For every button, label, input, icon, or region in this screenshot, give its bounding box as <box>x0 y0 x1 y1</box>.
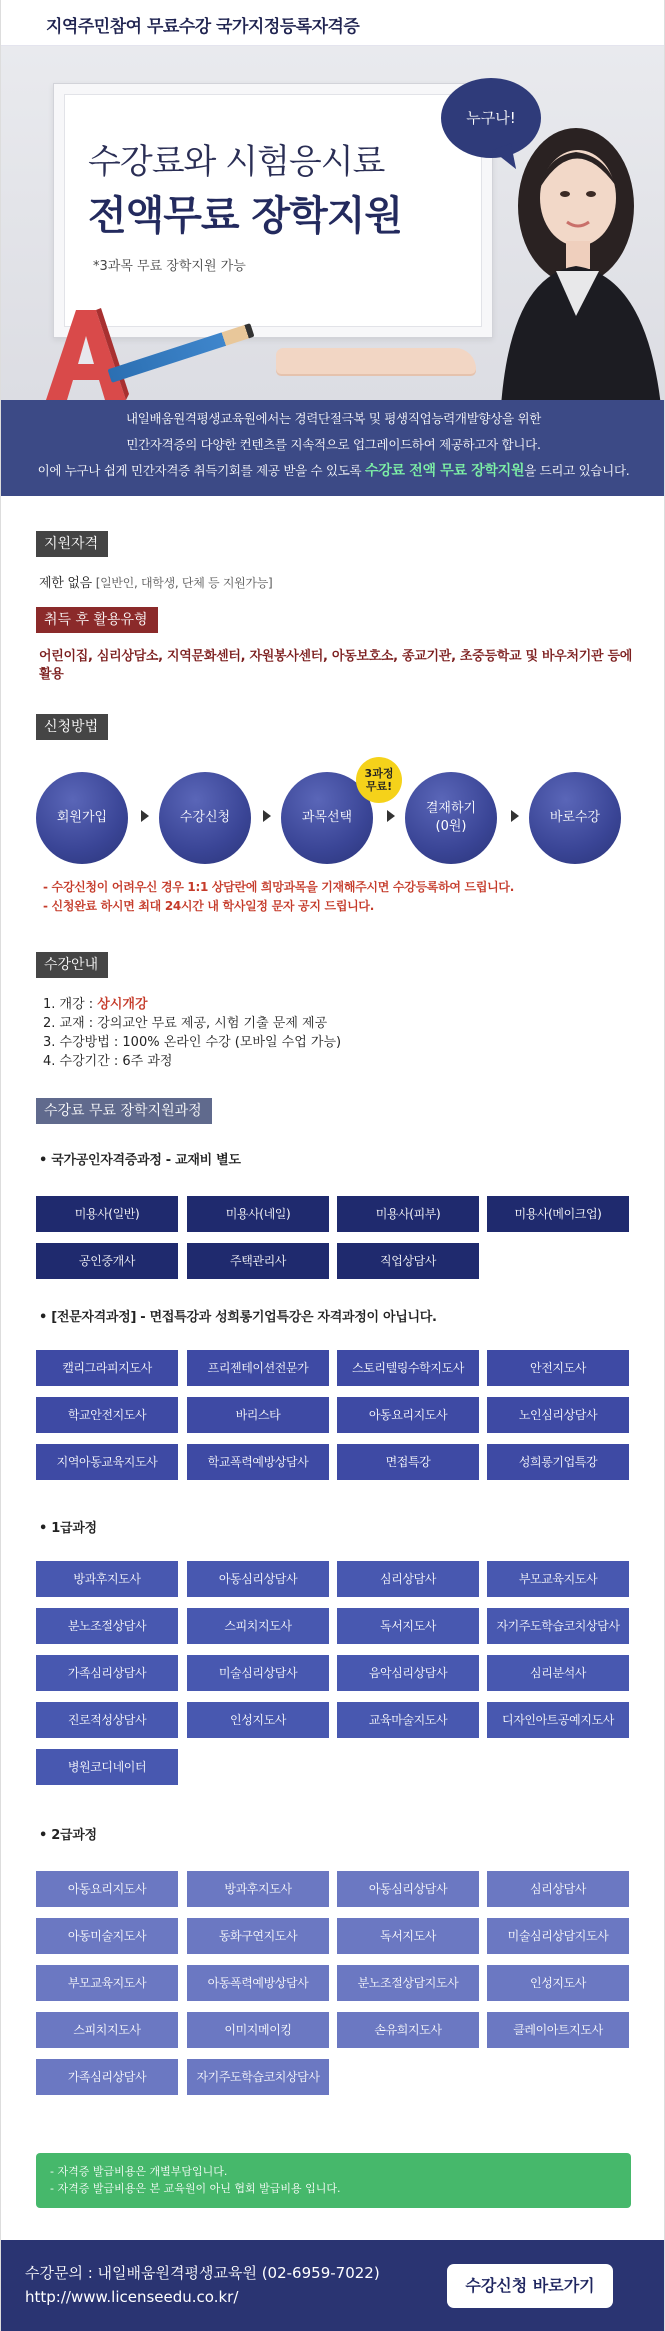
course-chip-special[interactable]: 면접특강 <box>337 1444 479 1480</box>
course-chip-grade2[interactable]: 아동요리지도사 <box>36 1871 178 1907</box>
grade1-course-title: • 1급과정 <box>39 1517 97 1536</box>
course-chip-grade1[interactable]: 진로적성상담사 <box>36 1702 178 1738</box>
course-chip-grade1[interactable]: 스피치지도사 <box>187 1608 329 1644</box>
section-label-apply: 신청방법 <box>36 714 108 740</box>
section-label-scholarship: 수강료 무료 장학지원과정 <box>36 1098 212 1124</box>
special-course-title: • [전문자격과정] - 면접특강과 성희롱기업특강은 자격과정이 아닙니다. <box>39 1306 437 1325</box>
course-chip-special[interactable]: 노인심리상담사 <box>487 1397 629 1433</box>
footer-contact: 수강문의 : 내일배움원격평생교육원 (02-6959-7022) <box>25 2264 380 2282</box>
course-chip-grade1[interactable]: 병원코디네이터 <box>36 1749 178 1785</box>
course-chip-grade1[interactable]: 분노조절상담사 <box>36 1608 178 1644</box>
course-chip-grade2[interactable]: 부모교육지도사 <box>36 1965 178 2001</box>
course-chip-grade2[interactable]: 분노조절상담지도사 <box>337 1965 479 2001</box>
course-chip-national[interactable]: 직업상담사 <box>337 1243 479 1279</box>
speech-bubble: 누구나! <box>441 78 541 158</box>
top-tagline: 지역주민참여 무료수강 국가지정등록자격증 <box>46 17 360 37</box>
course-chip-grade1[interactable]: 심리상담사 <box>337 1561 479 1597</box>
course-info-item: 4. 수강기간 : 6주 과정 <box>43 1054 173 1069</box>
course-chip-national[interactable]: 미용사(네일) <box>187 1196 329 1232</box>
hand-illustration <box>276 348 476 374</box>
hero-title-line2: 전액무료 장학지원 <box>88 193 403 239</box>
top-tagline-bar <box>1 0 665 46</box>
course-chip-national[interactable]: 공인중개사 <box>36 1243 178 1279</box>
intro-highlight: 수강료 전액 무료 장학지원 <box>365 463 525 479</box>
course-chip-grade2[interactable]: 자기주도학습코치상담사 <box>187 2059 329 2095</box>
course-chip-special[interactable]: 아동요리지도사 <box>337 1397 479 1433</box>
course-info-item: 2. 교재 : 강의교안 무료 제공, 시험 기출 문제 제공 <box>43 1016 328 1031</box>
letter-a-icon <box>41 308 131 400</box>
course-chip-grade1[interactable]: 아동심리상담사 <box>187 1561 329 1597</box>
step-arrow-icon <box>511 810 519 822</box>
course-chip-grade2[interactable]: 방과후지도사 <box>187 1871 329 1907</box>
national-course-title: • 국가공인자격증과정 - 교재비 별도 <box>39 1149 241 1168</box>
step-start: 바로수강 <box>529 772 621 864</box>
intro-band <box>1 400 665 496</box>
course-chip-grade2[interactable]: 클레이아트지도사 <box>487 2012 629 2048</box>
course-chip-national[interactable]: 주택관리사 <box>187 1243 329 1279</box>
course-chip-grade2[interactable]: 아동미술지도사 <box>36 1918 178 1954</box>
course-chip-national[interactable]: 미용사(일반) <box>36 1196 178 1232</box>
course-chip-grade1[interactable]: 자기주도학습코치상담사 <box>487 1608 629 1644</box>
course-chip-special[interactable]: 지역아동교육지도사 <box>36 1444 178 1480</box>
section-label-usage: 취득 후 활용유형 <box>36 607 158 633</box>
course-chip-grade1[interactable]: 교육마술지도사 <box>337 1702 479 1738</box>
course-chip-special[interactable]: 학교폭력예방상담사 <box>187 1444 329 1480</box>
section-label-eligibility: 지원자격 <box>36 531 108 557</box>
footer <box>1 2240 665 2331</box>
apply-now-button[interactable]: 수강신청 바로가기 <box>447 2264 613 2308</box>
course-chip-grade1[interactable]: 가족심리상담사 <box>36 1655 178 1691</box>
course-chip-grade2[interactable]: 심리상담사 <box>487 1871 629 1907</box>
course-chip-grade1[interactable]: 음악심리상담사 <box>337 1655 479 1691</box>
course-chip-grade2[interactable]: 동화구연지도사 <box>187 1918 329 1954</box>
course-chip-grade1[interactable]: 부모교육지도사 <box>487 1561 629 1597</box>
course-chip-grade1[interactable]: 독서지도사 <box>337 1608 479 1644</box>
course-info-item: 3. 수강방법 : 100% 온라인 수강 (모바일 수업 가능) <box>43 1035 342 1050</box>
course-chip-grade2[interactable]: 손유희지도사 <box>337 2012 479 2048</box>
step-arrow-icon <box>387 810 395 822</box>
grade2-course-title: • 2급과정 <box>39 1824 97 1843</box>
course-chip-grade2[interactable]: 인성지도사 <box>487 1965 629 2001</box>
course-chip-special[interactable]: 안전지도사 <box>487 1350 629 1386</box>
free-badge: 3과정 무료! <box>356 757 402 803</box>
hero-banner <box>1 46 665 400</box>
course-chip-special[interactable]: 학교안전지도사 <box>36 1397 178 1433</box>
course-chip-grade1[interactable]: 디자인아트공예지도사 <box>487 1702 629 1738</box>
course-chip-special[interactable]: 캘리그라피지도사 <box>36 1350 178 1386</box>
step-payment: 결재하기 (0원) <box>405 772 497 864</box>
course-info-list <box>43 995 341 1071</box>
course-info-item: 1. 개강 : 상시개강 <box>43 997 148 1012</box>
step-signup: 회원가입 <box>36 772 128 864</box>
apply-notes: - 수강신청이 어려우신 경우 1:1 상담란에 희망과목을 기재해주시면 수강등록하여 드립니다. - 신청완료 하시면 최대 24시간 내 학사일정 문자 공지 드립니다. <box>43 880 514 913</box>
step-arrow-icon <box>141 810 149 822</box>
course-chip-special[interactable]: 바리스타 <box>187 1397 329 1433</box>
course-chip-national[interactable]: 미용사(피부) <box>337 1196 479 1232</box>
course-chip-grade2[interactable]: 미술심리상담지도사 <box>487 1918 629 1954</box>
footer-url-link[interactable]: http://www.licenseedu.co.kr/ <box>25 2288 239 2306</box>
course-chip-grade2[interactable]: 가족심리상담사 <box>36 2059 178 2095</box>
intro-line-3: 이에 누구나 쉽게 민간자격증 취득기회를 제공 받을 수 있도록 수강료 전액 무료 장학지원을 드리고 있습니다. <box>37 463 630 479</box>
course-chip-grade1[interactable]: 심리분석사 <box>487 1655 629 1691</box>
section-label-course-info: 수강안내 <box>36 952 108 978</box>
course-chip-grade1[interactable]: 방과후지도사 <box>36 1561 178 1597</box>
intro-line-1: 내일배움원격평생교육원에서는 경력단절극복 및 평생직업능력개발향상을 위한 <box>125 411 542 426</box>
step-select-course: 과목선택 <box>281 772 373 864</box>
step-arrow-icon <box>263 810 271 822</box>
course-chip-grade1[interactable]: 인성지도사 <box>187 1702 329 1738</box>
eligibility-text: 제한 없음 [일반인, 대학생, 단체 등 지원가능] <box>39 576 273 591</box>
course-chip-grade2[interactable]: 스피치지도사 <box>36 2012 178 2048</box>
course-chip-special[interactable]: 성희롱기업특강 <box>487 1444 629 1480</box>
step-apply: 수강신청 <box>159 772 251 864</box>
course-chip-special[interactable]: 프리젠테이션전문가 <box>187 1350 329 1386</box>
eligibility-detail: [일반인, 대학생, 단체 등 지원가능] <box>95 576 273 590</box>
fee-notice: - 자격증 발급비용은 개별부담입니다. - 자격증 발급비용은 본 교육원이 아닌 협회 발급비용 입니다. <box>36 2153 631 2208</box>
course-chip-grade2[interactable]: 독서지도사 <box>337 1918 479 1954</box>
course-chip-special[interactable]: 스토리텔링수학지도사 <box>337 1350 479 1386</box>
hero-title-line1: 수강료와 시험응시료 <box>88 142 385 182</box>
course-chip-grade2[interactable]: 이미지메이킹 <box>187 2012 329 2048</box>
course-chip-grade1[interactable]: 미술심리상담사 <box>187 1655 329 1691</box>
usage-text: 어린이집, 심리상담소, 지역문화센터, 자원봉사센터, 아동보호소, 종교기관, 초중등학교 및 바우처기관 등에 활용 <box>39 649 632 682</box>
course-chip-grade2[interactable]: 아동심리상담사 <box>337 1871 479 1907</box>
course-chip-national[interactable]: 미용사(메이크업) <box>487 1196 629 1232</box>
hero-note: *3과목 무료 장학지원 가능 <box>93 259 246 274</box>
course-chip-grade2[interactable]: 아동폭력예방상담사 <box>187 1965 329 2001</box>
intro-line-2: 민간자격증의 다양한 컨텐츠를 지속적으로 업그레이드하여 제공하고자 합니다. <box>126 437 541 452</box>
